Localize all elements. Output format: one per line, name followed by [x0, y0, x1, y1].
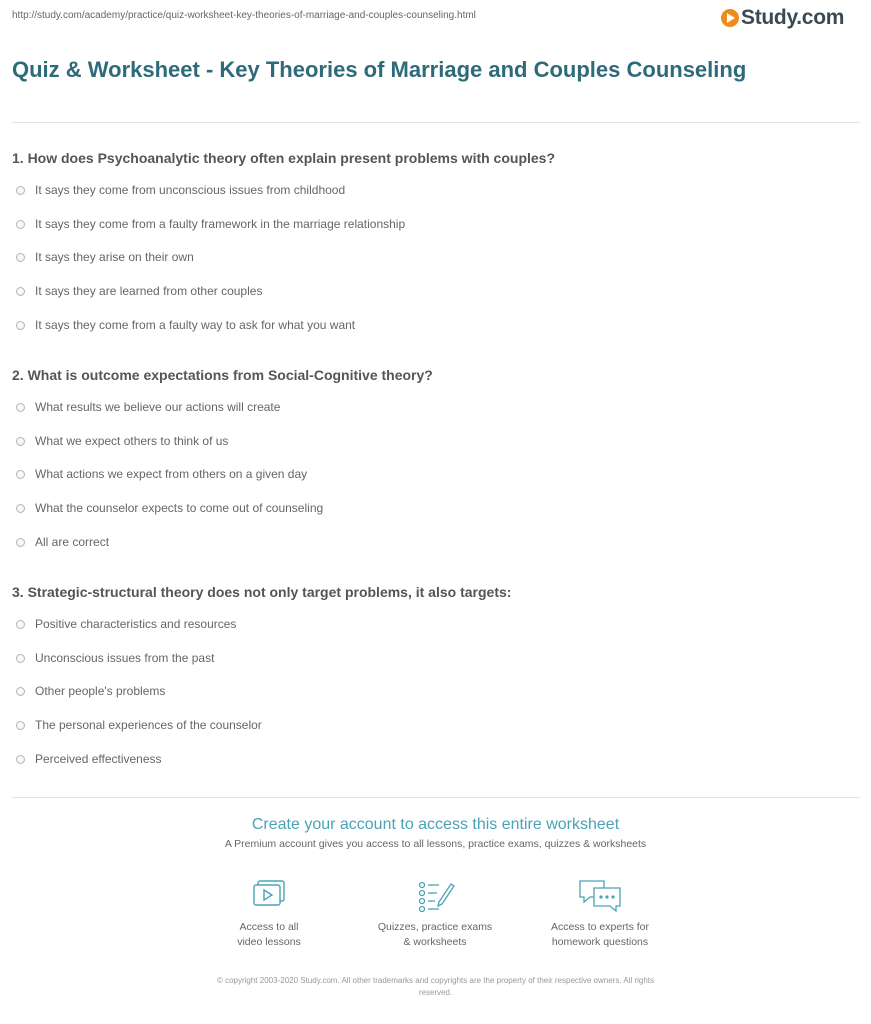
question-3-option-3[interactable]	[16, 684, 165, 698]
feature-label-line1: Quizzes, practice exams	[377, 921, 493, 933]
feature-quizzes	[360, 878, 510, 950]
expert-chat-icon	[576, 878, 624, 914]
feature-label-line1: Access to experts for	[550, 921, 650, 933]
question-2: 2. What is outcome expectations from Social-Cognitive theory?	[12, 367, 433, 383]
question-1-option-1[interactable]	[16, 183, 345, 197]
option-label: What we expect others to think of us	[35, 434, 229, 448]
question-1-option-3[interactable]	[16, 250, 194, 264]
question-2-option-1[interactable]	[16, 400, 280, 414]
radio-button[interactable]	[16, 654, 25, 663]
cta-divider	[12, 797, 860, 798]
video-lessons-icon	[249, 878, 289, 914]
feature-label-line2: homework questions	[551, 936, 649, 948]
feature-video-lessons	[194, 878, 344, 950]
title-divider	[12, 122, 860, 123]
feature-experts	[525, 878, 675, 950]
question-2-option-3[interactable]	[16, 467, 307, 481]
question-3-option-1[interactable]	[16, 617, 236, 631]
option-label: What actions we expect from others on a given day	[35, 467, 308, 481]
question-2-option-5[interactable]	[16, 535, 109, 549]
radio-button[interactable]	[16, 755, 25, 764]
radio-button[interactable]	[16, 470, 25, 479]
option-label: Unconscious issues from the past	[35, 651, 215, 665]
study-logo-text: Study.com	[741, 6, 845, 29]
question-1-option-4[interactable]	[16, 284, 262, 298]
radio-button[interactable]	[16, 186, 25, 195]
radio-button[interactable]	[16, 538, 25, 547]
radio-button[interactable]	[16, 504, 25, 513]
option-label: What the counselor expects to come out of counseling	[35, 501, 324, 515]
copyright-line2: reserved.	[418, 988, 453, 997]
radio-button[interactable]	[16, 253, 25, 262]
option-label: It says they come from unconscious issues from childhood	[35, 183, 346, 197]
question-2-option-2[interactable]	[16, 434, 228, 448]
create-account-link[interactable]: Create your account to access this entire worksheet	[251, 816, 620, 833]
radio-button[interactable]	[16, 620, 25, 629]
feature-label-line2: video lessons	[237, 936, 301, 948]
feature-label-line1: Access to all	[239, 921, 299, 933]
copyright	[160, 975, 711, 999]
option-label: It says they come from a faulty framework in the marriage relationship	[35, 217, 406, 231]
option-label: What results we believe our actions will create	[35, 400, 281, 414]
question-3: 3. Strategic-structural theory does not only target problems, it also targets:	[12, 584, 512, 600]
option-label: The personal experiences of the counselor	[35, 718, 262, 732]
cta-subtitle: A Premium account gives you access to all lessons, practice exams, quizzes & worksheets	[224, 838, 647, 850]
study-logo-icon	[721, 9, 739, 27]
option-label: Positive characteristics and resources	[35, 617, 237, 631]
question-2-option-4[interactable]	[16, 501, 323, 515]
option-label: It says they are learned from other couples	[35, 284, 263, 298]
quiz-worksheet-icon	[413, 878, 457, 914]
option-label: It says they come from a faulty way to ask for what you want	[35, 318, 356, 332]
page-title: Quiz & Worksheet - Key Theories of Marriage and Couples Counseling	[12, 57, 747, 82]
question-3-option-5[interactable]	[16, 752, 162, 766]
page-url: http://study.com/academy/practice/quiz-worksheet-key-theories-of-marriage-and-couples-counseling.html	[12, 10, 476, 21]
option-label: Other people's problems	[35, 684, 166, 698]
feature-label-line2: & worksheets	[403, 936, 467, 948]
question-1: 1. How does Psychoanalytic theory often explain present problems with couples?	[12, 150, 556, 166]
question-3-option-4[interactable]	[16, 718, 262, 732]
question-3-option-2[interactable]	[16, 651, 214, 665]
radio-button[interactable]	[16, 687, 25, 696]
radio-button[interactable]	[16, 321, 25, 330]
radio-button[interactable]	[16, 437, 25, 446]
radio-button[interactable]	[16, 220, 25, 229]
radio-button[interactable]	[16, 403, 25, 412]
question-1-option-5[interactable]	[16, 318, 355, 332]
question-1-option-2[interactable]	[16, 217, 405, 231]
option-label: All are correct	[35, 535, 110, 549]
study-logo[interactable]	[721, 6, 844, 30]
option-label: Perceived effectiveness	[35, 752, 162, 766]
radio-button[interactable]	[16, 721, 25, 730]
copyright-line1: © copyright 2003-2020 Study.com. All other trademarks and copyrights are the property of their respective owners. All rights	[216, 976, 655, 985]
option-label: It says they arise on their own	[35, 250, 194, 264]
radio-button[interactable]	[16, 287, 25, 296]
